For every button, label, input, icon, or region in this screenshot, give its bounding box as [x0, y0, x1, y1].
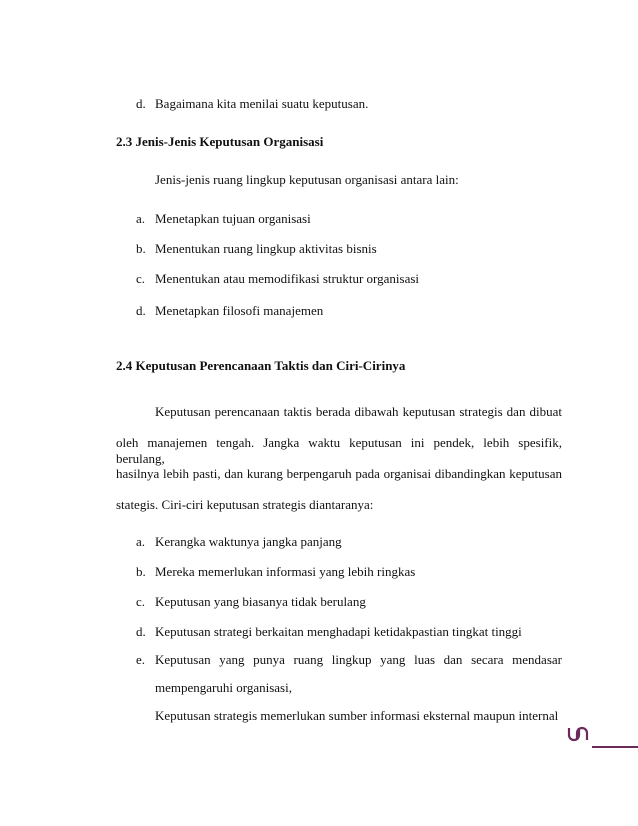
paragraph-line: hasilnya lebih pasti, dan kurang berpengaruh pada organisai dibandingkan keputusan — [116, 466, 562, 481]
section-heading-2-3: 2.3 Jenis-Jenis Keputusan Organisasi — [116, 134, 324, 149]
section-intro: Jenis-jenis ruang lingkup keputusan organisasi antara lain: — [155, 172, 459, 187]
list-item-text: Keputusan strategi berkaitan menghadapi ketidakpastian tingkat tinggi — [155, 624, 522, 639]
list-marker: a. — [136, 211, 146, 226]
list-marker: c. — [136, 594, 146, 609]
list-marker: e. — [136, 652, 146, 667]
list-item-text: Menetapkan filosofi manajemen — [155, 303, 324, 318]
list-item-text: Kerangka waktunya jangka panjang — [155, 534, 342, 549]
list-marker: d. — [136, 624, 146, 639]
university-logo-icon — [567, 726, 589, 742]
list-marker: b. — [136, 241, 146, 256]
paragraph-line: oleh manajemen tengah. Jangka waktu keputusan ini pendek, lebih spesifik, berulang, — [116, 435, 562, 466]
list-marker: b. — [136, 564, 146, 579]
list-item-text: Keputusan yang punya ruang lingkup yang luas dan secara mendasar — [155, 652, 562, 667]
list-marker: d. — [136, 303, 146, 318]
list-item-text: Menentukan atau memodifikasi struktur organisasi — [155, 271, 420, 286]
footer-accent-rule — [592, 746, 638, 748]
section-heading-2-4: 2.4 Keputusan Perencanaan Taktis dan Ciri-Cirinya — [116, 358, 406, 373]
list-item-text: Mereka memerlukan informasi yang lebih ringkas — [155, 564, 416, 579]
list-marker: d. — [136, 96, 146, 111]
list-item-text: Menetapkan tujuan organisasi — [155, 211, 311, 226]
list-marker: c. — [136, 271, 146, 286]
list-item-text-continued: mempengaruhi organisasi, — [155, 680, 292, 695]
paragraph-line: stategis. Ciri-ciri keputusan strategis diantaranya: — [116, 497, 374, 512]
list-item-text: Bagaimana kita menilai suatu keputusan. — [155, 96, 369, 111]
paragraph-line: Keputusan perencanaan taktis berada dibawah keputusan strategis dan dibuat — [155, 404, 562, 419]
list-item-text: Keputusan yang biasanya tidak berulang — [155, 594, 366, 609]
list-marker: a. — [136, 534, 146, 549]
list-item-text: Menentukan ruang lingkup aktivitas bisnis — [155, 241, 377, 256]
closing-line: Keputusan strategis memerlukan sumber informasi eksternal maupun internal — [155, 708, 559, 723]
